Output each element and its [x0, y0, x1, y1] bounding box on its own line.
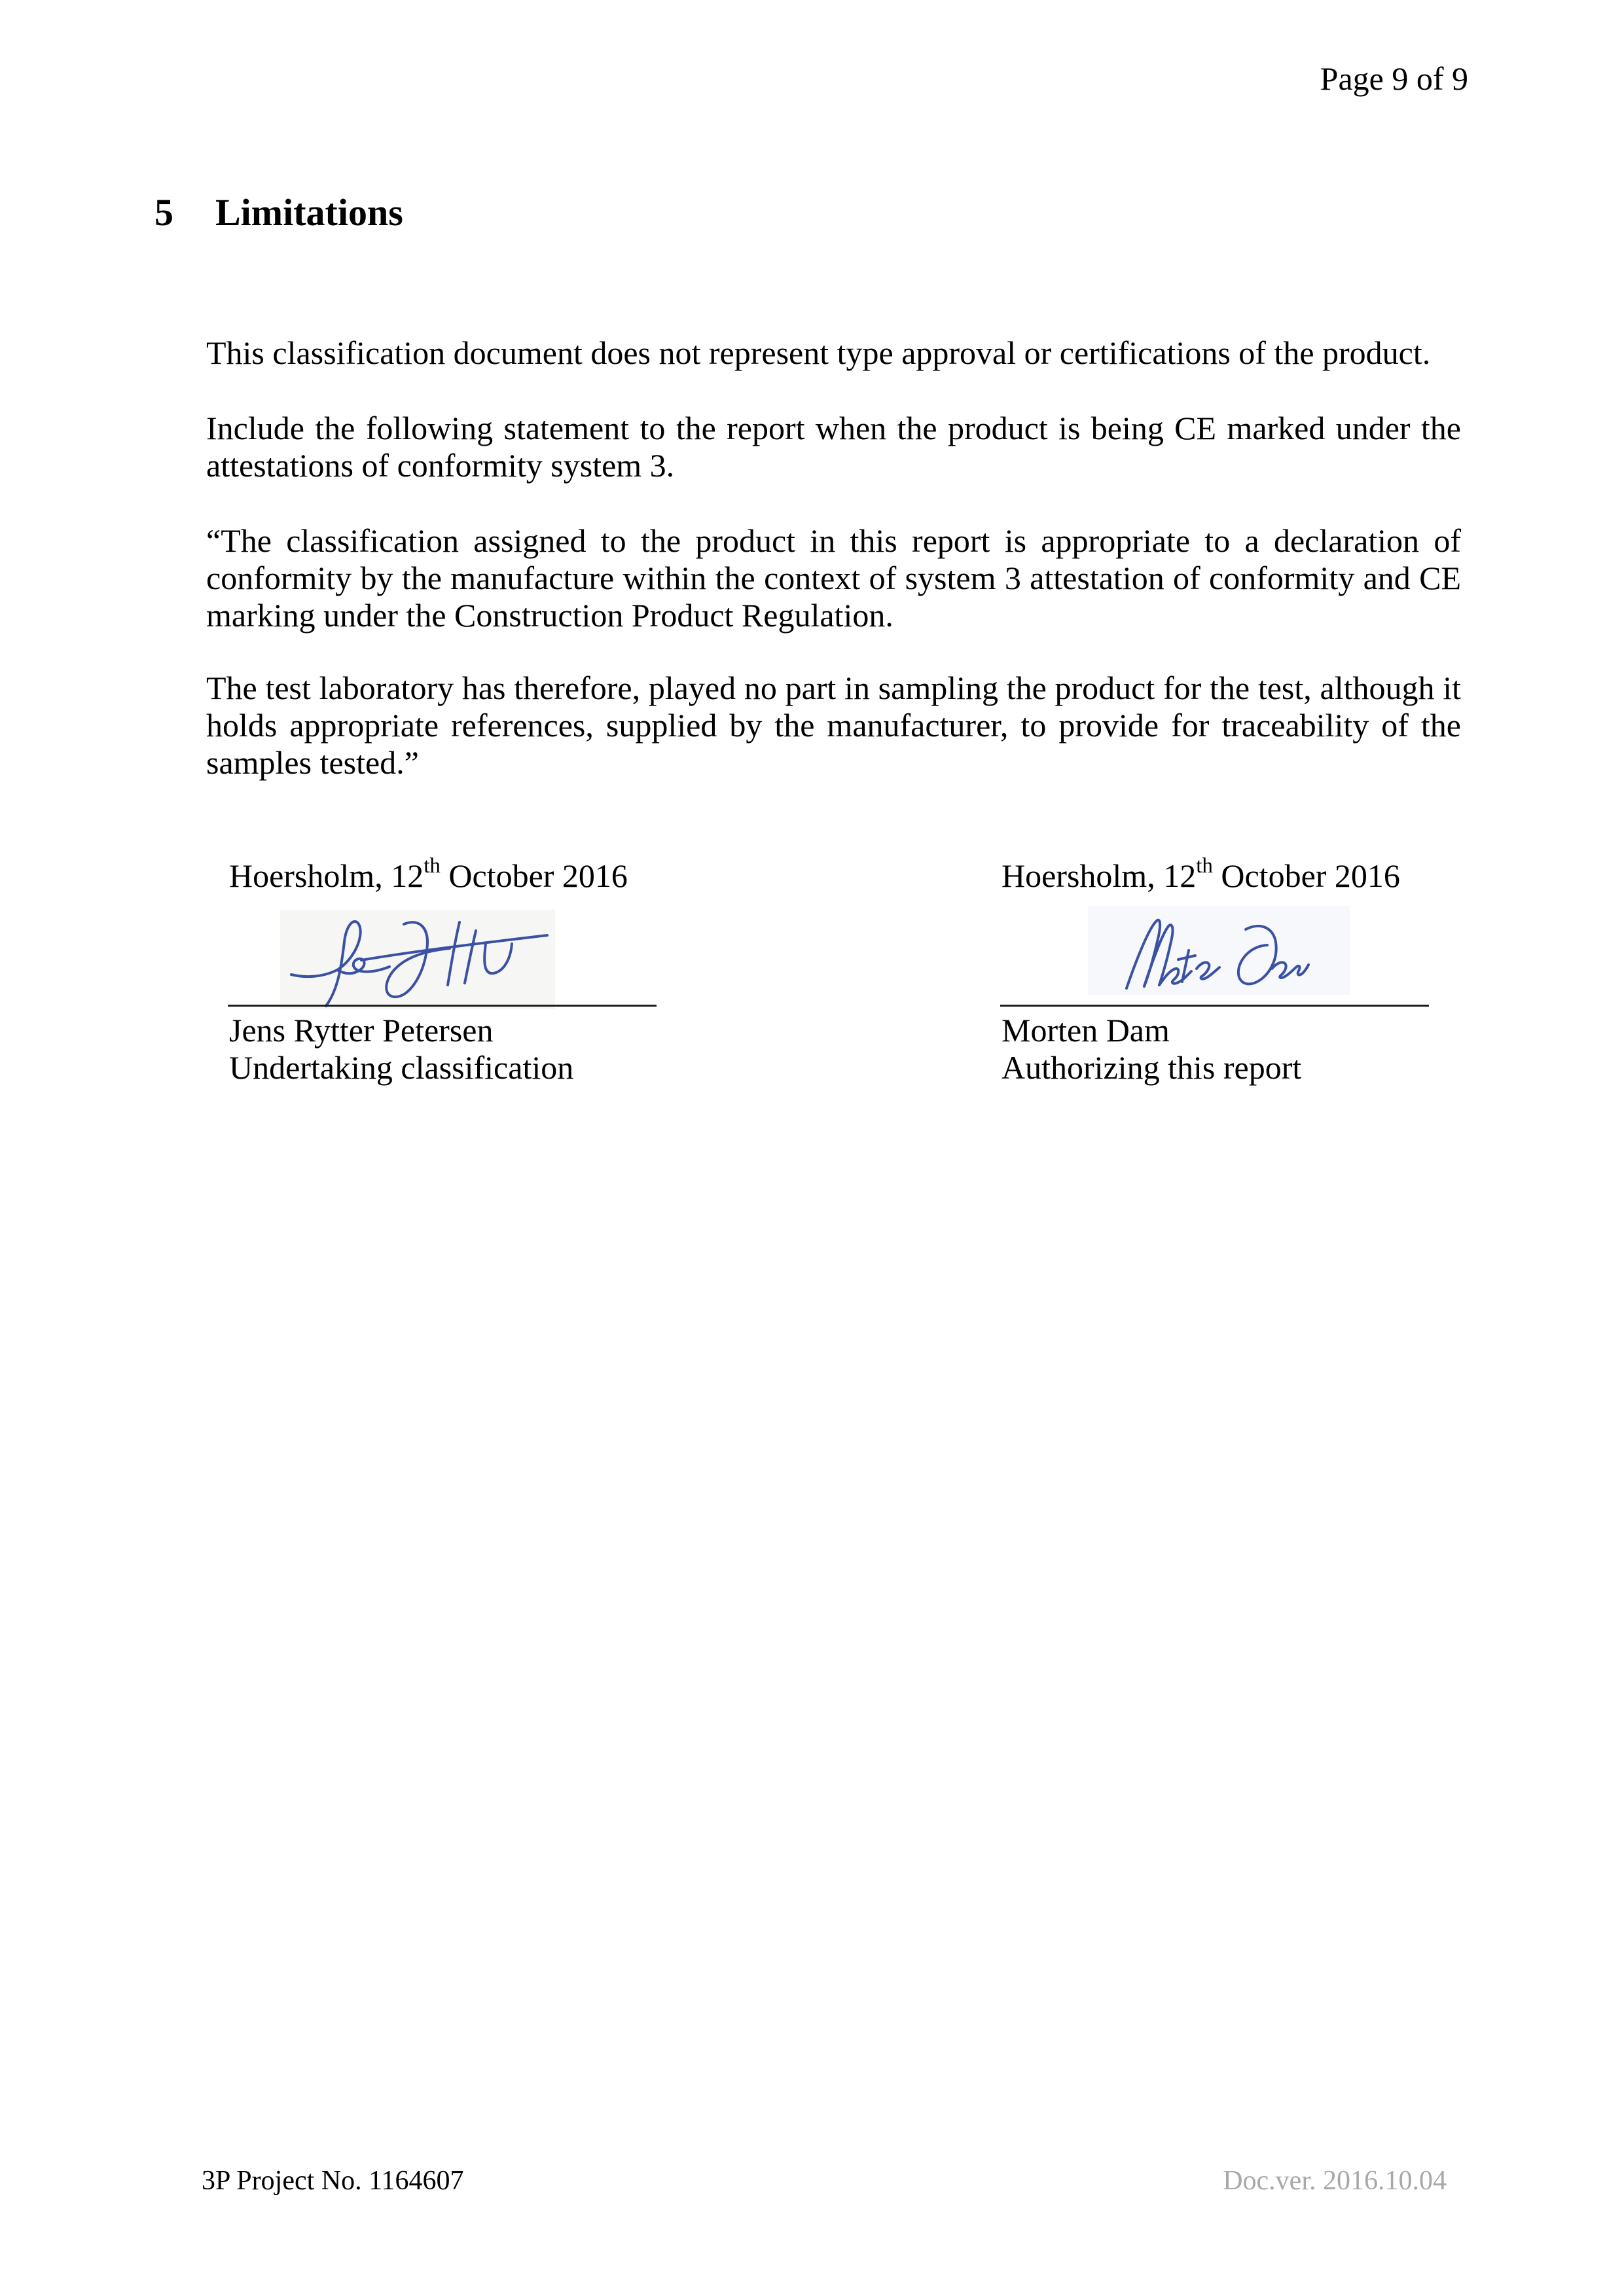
signature-line	[228, 1005, 657, 1007]
signature-place-date-left	[229, 854, 628, 899]
section-heading	[154, 192, 403, 233]
paragraph: Include the following statement to the report when the product is being CE marked under the attestations of conformity system 3.	[206, 410, 1461, 484]
ordinal-superscript: th	[1196, 854, 1213, 878]
place-date-text: Hoersholm, 12	[229, 857, 424, 894]
ordinal-superscript: th	[424, 854, 441, 878]
handwritten-signature-icon	[288, 912, 550, 1011]
signature-place-date-right	[1001, 854, 1400, 899]
paragraph: The test laboratory has therefore, played no part in sampling the product for the test, although it holds appropriate references, supplied by the manufacturer, to provide for traceability of the samples tested.”	[206, 670, 1461, 781]
page-number: Page 9 of 9	[1320, 60, 1468, 97]
signatory-role: Undertaking classification	[229, 1049, 574, 1086]
paragraph: “The classification assigned to the product in this report is appropriate to a declaration of conformity by the manufacture within the context of system 3 attestation of conformity and CE marking under the Construction Product Regulation.	[206, 522, 1461, 634]
signatory-name: Jens Rytter Petersen	[229, 1012, 494, 1049]
signatory-role: Authorizing this report	[1001, 1049, 1302, 1086]
place-date-text: October 2016	[1212, 857, 1400, 894]
place-date-text: Hoersholm, 12	[1001, 857, 1197, 894]
signatory-name: Morten Dam	[1001, 1012, 1170, 1049]
footer-doc-version: Doc.ver. 2016.10.04	[1223, 2166, 1447, 2196]
paragraph: This classification document does not represent type approval or certifications of the product.	[206, 334, 1431, 371]
footer-project-number: 3P Project No. 1164607	[202, 2166, 464, 2196]
place-date-text: October 2016	[440, 857, 628, 894]
section-number: 5	[154, 191, 173, 234]
signatory-right	[1001, 1012, 1301, 1086]
signatory-left	[229, 1012, 573, 1086]
signature-line	[1000, 1005, 1429, 1007]
section-title: Limitations	[215, 191, 403, 234]
handwritten-signature-icon	[1123, 916, 1310, 994]
